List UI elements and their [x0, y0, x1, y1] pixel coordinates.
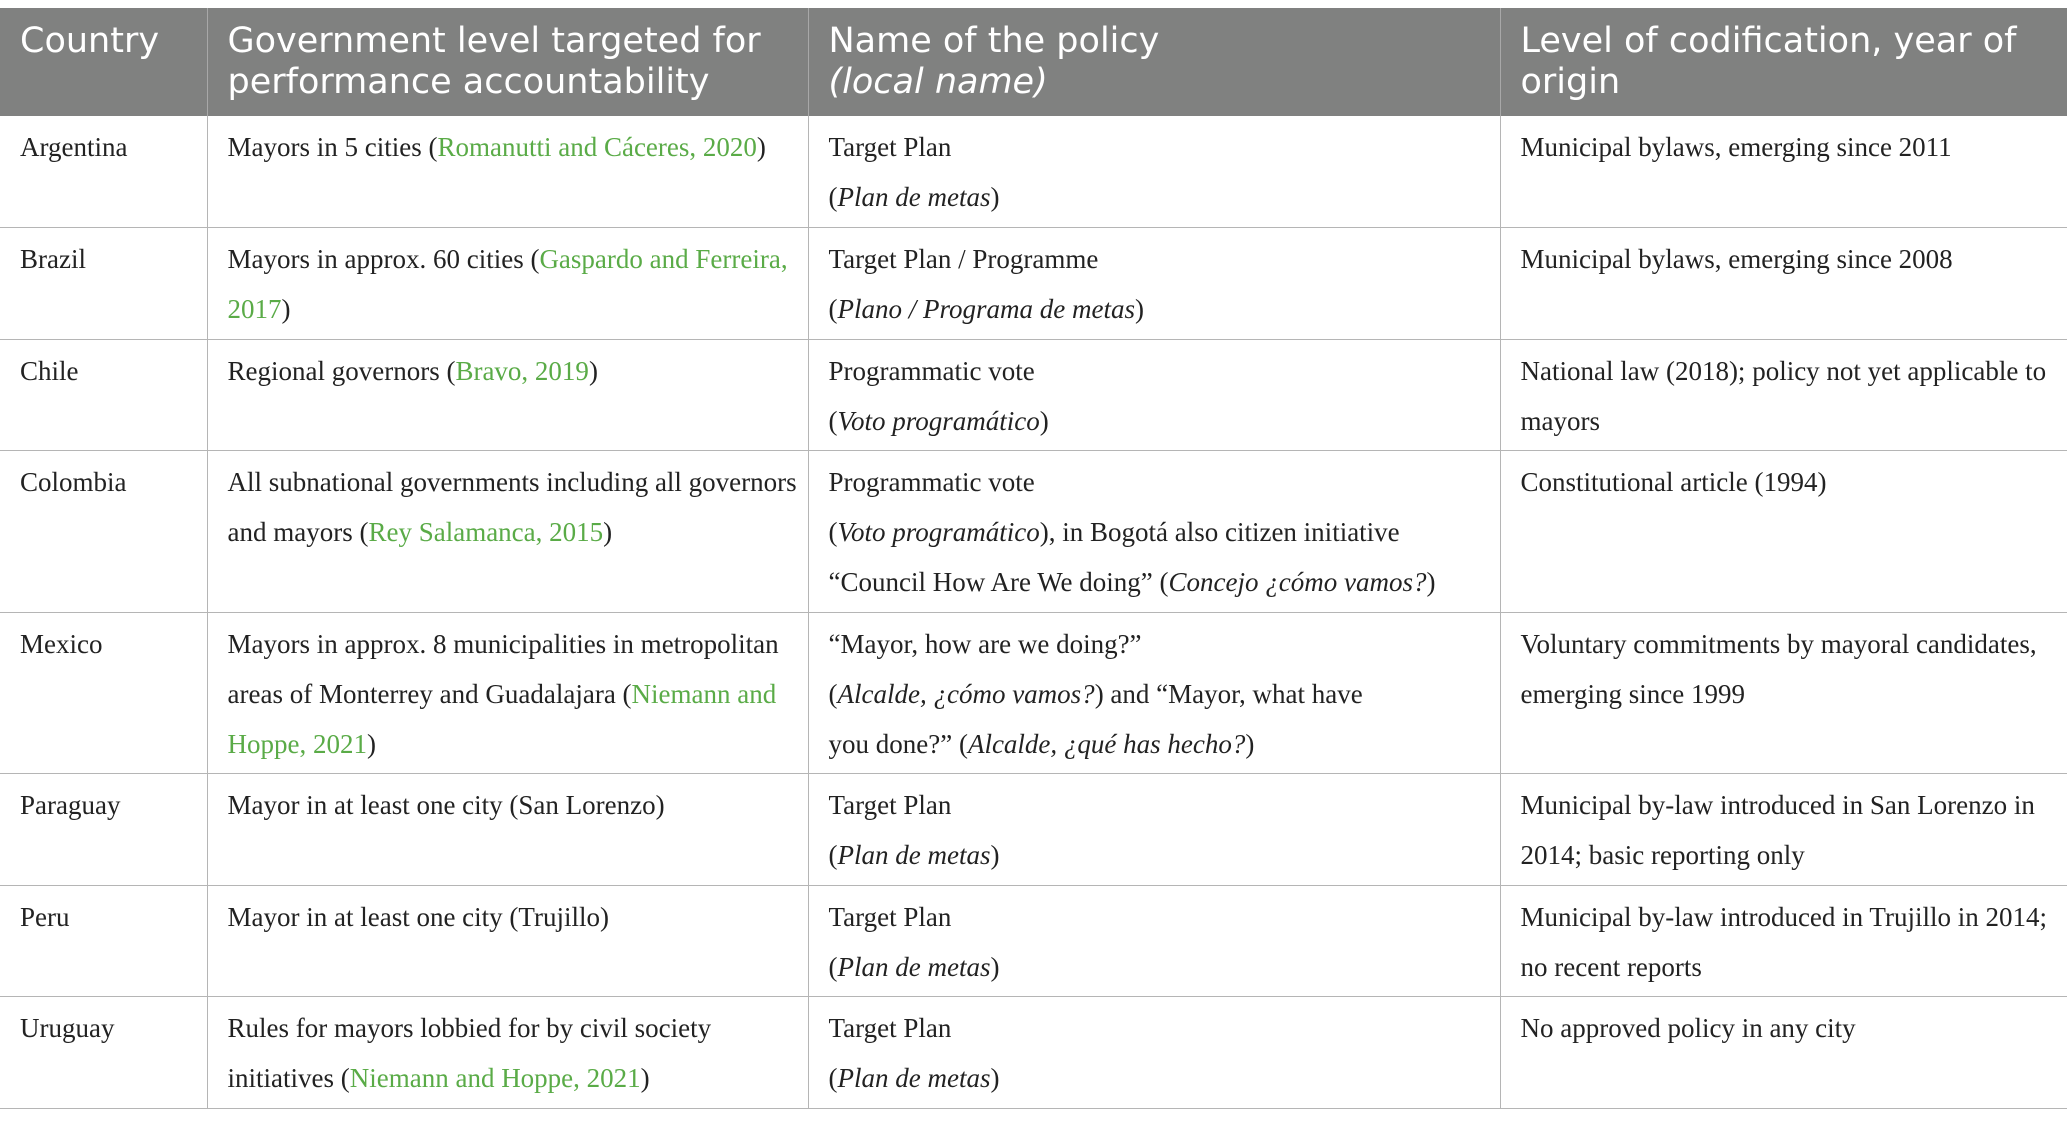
cell-policy-name	[808, 885, 1500, 997]
table-body	[0, 116, 2067, 1108]
cell-policy-name	[808, 451, 1500, 613]
policy-name-text: Target Plan	[828, 901, 952, 932]
cell-policy-name	[808, 774, 1500, 886]
policy-name-text: Target Plan	[828, 790, 952, 820]
policy-local-name: Plan de metas	[837, 951, 991, 982]
cell-codification: No approved policy in any city	[1500, 997, 2067, 1109]
cell-country: Argentina	[0, 116, 207, 228]
policy-local-name: Voto programático	[837, 405, 1040, 436]
policy-name-text: Target Plan	[828, 132, 952, 162]
cell-policy-name	[808, 339, 1500, 451]
policy-paren: (	[828, 840, 838, 870]
policy-local-name: Concejo ¿cómo vamos?	[1168, 567, 1427, 597]
citation-link[interactable]: Niemann and Hoppe, 2021	[349, 1063, 641, 1093]
policy-name-text: ) and “Mayor, what have	[1094, 678, 1363, 709]
level-text: Rules for mayors lobbied for by civil society initiatives (	[227, 1013, 712, 1093]
policy-local-name: Alcalde, ¿cómo vamos?	[837, 678, 1095, 709]
level-text: )	[603, 517, 613, 547]
cell-country: Uruguay	[0, 997, 207, 1109]
policy-paren: (	[828, 294, 838, 324]
policy-paren: )	[1426, 567, 1436, 597]
table-header	[0, 8, 2067, 116]
level-text: Regional governors (	[227, 355, 456, 386]
policy-paren: )	[1039, 405, 1049, 436]
policy-local-name: Alcalde, ¿qué has hecho?	[967, 728, 1246, 759]
table-row	[0, 774, 2067, 886]
cell-country: Chile	[0, 339, 207, 451]
table-row	[0, 885, 2067, 997]
cell-policy-name	[808, 612, 1500, 774]
cell-codification: Municipal by-law introduced in San Lorenzo in 2014; basic reporting only	[1500, 774, 2067, 886]
level-text: Mayors in 5 cities (	[227, 132, 438, 162]
header-government-level	[207, 8, 808, 116]
level-text: )	[281, 294, 291, 324]
policy-paren: )	[1134, 294, 1144, 324]
header-government-level-label: Government level targeted for performance accountability	[227, 21, 761, 102]
policy-paren: (	[828, 678, 838, 709]
cell-codification: Constitutional article (1994)	[1500, 451, 2067, 613]
policy-paren: (	[828, 182, 838, 212]
level-text: )	[366, 728, 376, 759]
table-row	[0, 339, 2067, 451]
policy-name-text: “Mayor, how are we doing?”	[828, 628, 1142, 659]
cell-government-level	[207, 612, 808, 774]
table-row	[0, 451, 2067, 613]
policy-paren: )	[1245, 728, 1255, 759]
header-country	[0, 8, 207, 116]
policy-table-container	[0, 8, 2067, 1109]
citation-link[interactable]: Bravo, 2019	[455, 355, 589, 386]
citation-link[interactable]: Romanutti and Cáceres, 2020	[437, 132, 757, 162]
cell-country: Mexico	[0, 612, 207, 774]
cell-government-level	[207, 228, 808, 340]
policy-paren: )	[990, 840, 1000, 870]
table-row	[0, 612, 2067, 774]
cell-government-level	[207, 116, 808, 228]
header-country-label: Country	[20, 21, 160, 61]
header-policy-name-label: Name of the policy	[828, 21, 1160, 61]
table-row	[0, 228, 2067, 340]
cell-policy-name	[808, 116, 1500, 228]
policy-paren: )	[990, 1063, 1000, 1093]
cell-codification: Voluntary commitments by mayoral candidates, emerging since 1999	[1500, 612, 2067, 774]
cell-government-level	[207, 997, 808, 1109]
level-text: Mayors in approx. 60 cities (	[227, 244, 540, 274]
table-row	[0, 116, 2067, 228]
citation-link[interactable]: Gaspardo and Ferreira, 2017	[227, 244, 788, 324]
level-text: )	[588, 355, 598, 386]
header-policy-name	[808, 8, 1500, 116]
policy-local-name: Voto programático	[837, 517, 1040, 547]
cell-codification: Municipal by-law introduced in Trujillo in 2014; no recent reports	[1500, 885, 2067, 997]
policy-name-text: Programmatic vote	[828, 355, 1035, 386]
policy-paren: )	[990, 951, 1000, 982]
policy-paren: )	[990, 182, 1000, 212]
citation-link[interactable]: Niemann and Hoppe, 2021	[227, 678, 777, 759]
policy-paren: (	[828, 405, 838, 436]
cell-government-level	[207, 339, 808, 451]
cell-policy-name	[808, 228, 1500, 340]
cell-government-level	[207, 885, 808, 997]
level-text: )	[756, 132, 766, 162]
level-text: )	[640, 1063, 650, 1093]
table-row	[0, 997, 2067, 1109]
policy-paren: (	[828, 951, 838, 982]
policy-name-text: Programmatic vote	[828, 467, 1035, 497]
header-policy-local-name-label: (local name)	[828, 62, 1048, 102]
level-text: All subnational governments including all governors and mayors (	[227, 467, 797, 547]
policy-table	[0, 8, 2067, 1109]
header-row	[0, 8, 2067, 116]
policy-name-text: ), in Bogotá also citizen initiative	[1039, 517, 1400, 547]
cell-country: Brazil	[0, 228, 207, 340]
cell-codification: National law (2018); policy not yet applicable to mayors	[1500, 339, 2067, 451]
cell-codification: Municipal bylaws, emerging since 2008	[1500, 228, 2067, 340]
cell-country: Paraguay	[0, 774, 207, 886]
header-codification	[1500, 8, 2067, 116]
cell-country: Peru	[0, 885, 207, 997]
policy-paren: (	[828, 1063, 838, 1093]
policy-local-name: Plan de metas	[837, 840, 991, 870]
policy-name-text: you done?” (	[828, 728, 968, 759]
cell-government-level	[207, 451, 808, 613]
policy-name-text: Target Plan / Programme	[828, 244, 1099, 274]
policy-paren: (	[828, 517, 838, 547]
citation-link[interactable]: Rey Salamanca, 2015	[368, 517, 604, 547]
cell-government-level	[207, 774, 808, 886]
header-codification-label: Level of codification, year of origin	[1520, 21, 2017, 102]
policy-local-name: Plan de metas	[837, 182, 991, 212]
cell-country: Colombia	[0, 451, 207, 613]
cell-policy-name	[808, 997, 1500, 1109]
level-text: Mayors in approx. 8 municipalities in metropolitan areas of Monterrey and Guadalajara (	[227, 628, 779, 709]
level-text: Mayor in at least one city (Trujillo)	[227, 901, 609, 932]
cell-codification: Municipal bylaws, emerging since 2011	[1500, 116, 2067, 228]
policy-local-name: Plano / Programa de metas	[837, 294, 1135, 324]
policy-name-text: Target Plan	[828, 1013, 952, 1043]
policy-name-text: “Council How Are We doing” (	[828, 567, 1169, 597]
level-text: Mayor in at least one city (San Lorenzo)	[227, 790, 665, 820]
policy-local-name: Plan de metas	[837, 1063, 991, 1093]
